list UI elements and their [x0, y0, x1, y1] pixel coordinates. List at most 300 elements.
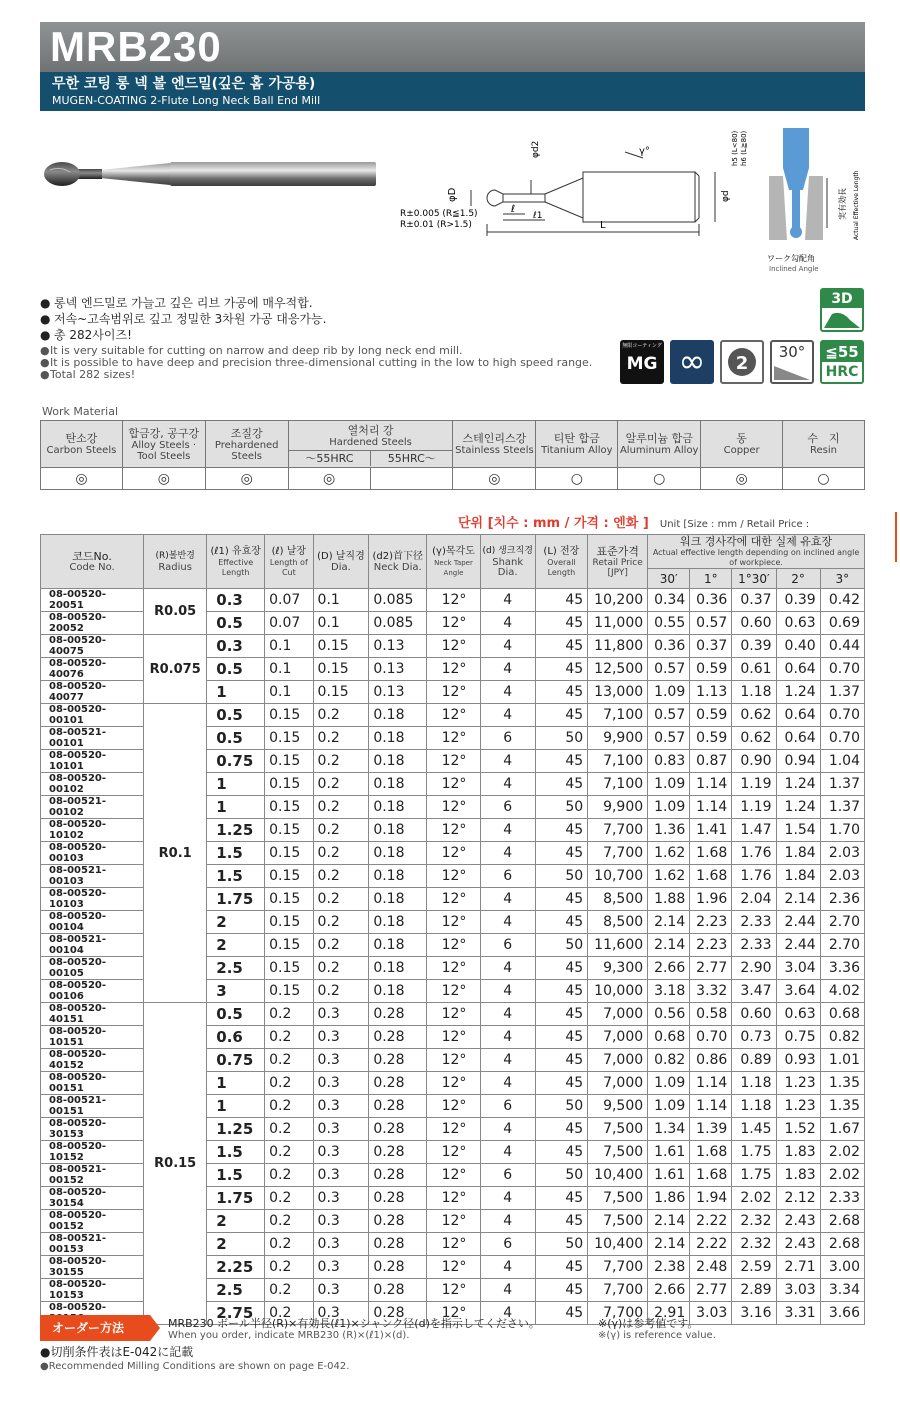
value-cell: 10,400: [588, 1164, 648, 1187]
value-cell: 0.5: [207, 704, 265, 727]
value-cell: 12°: [427, 1210, 481, 1233]
value-cell: 0.2: [313, 796, 369, 819]
dimension-drawing: [395, 128, 765, 248]
value-cell: 0.82: [820, 1026, 864, 1049]
value-cell: 0.83: [648, 750, 690, 773]
inclined-angle-diagram: [765, 128, 865, 278]
value-cell: 45: [535, 1072, 588, 1095]
value-cell: 0.62: [732, 727, 776, 750]
value-cell: 0.75: [776, 1026, 820, 1049]
code-cell: 08-00520-40077: [41, 681, 144, 704]
value-cell: 0.28: [369, 1302, 427, 1325]
label-h5: h5 (L<80): [731, 130, 739, 166]
value-cell: 0.15: [265, 888, 313, 911]
value-cell: 12°: [427, 980, 481, 1003]
conditions-en: ●Recommended Milling Conditions are shown on page E-042.: [40, 1361, 350, 1372]
value-cell: 4: [480, 612, 535, 635]
value-cell: 2.04: [732, 888, 776, 911]
value-cell: 1.41: [690, 819, 732, 842]
value-cell: 7,700: [588, 1279, 648, 1302]
value-cell: 12°: [427, 1049, 481, 1072]
value-cell: 4: [480, 1141, 535, 1164]
value-cell: 0.3: [313, 1072, 369, 1095]
value-cell: 1.61: [648, 1164, 690, 1187]
table-row: [41, 589, 865, 612]
value-cell: 6: [480, 1233, 535, 1256]
value-cell: 2.89: [732, 1279, 776, 1302]
value-cell: 45: [535, 704, 588, 727]
code-cell: 08-00520-40151: [41, 1003, 144, 1026]
value-cell: 1.37: [820, 796, 864, 819]
value-cell: 1.37: [820, 773, 864, 796]
value-cell: 0.13: [369, 635, 427, 658]
label-phid2: φd2: [531, 140, 541, 158]
value-cell: 3.31: [776, 1302, 820, 1325]
value-cell: 0.70: [690, 1026, 732, 1049]
value-cell: 11,800: [588, 635, 648, 658]
value-cell: 4: [480, 1003, 535, 1026]
label-l1: ℓ1: [533, 211, 543, 221]
value-cell: 2.44: [776, 934, 820, 957]
value-cell: 4.02: [820, 980, 864, 1003]
value-cell: 1.62: [648, 842, 690, 865]
code-cell: 08-00521-00101: [41, 727, 144, 750]
value-cell: 1.83: [776, 1141, 820, 1164]
value-cell: 13,000: [588, 681, 648, 704]
value-cell: 1.04: [820, 750, 864, 773]
value-cell: 12°: [427, 888, 481, 911]
value-cell: 2.03: [820, 842, 864, 865]
value-cell: 3.34: [820, 1279, 864, 1302]
value-cell: 0.18: [369, 957, 427, 980]
value-cell: 9,900: [588, 796, 648, 819]
value-cell: 4: [480, 1279, 535, 1302]
value-cell: 1.18: [732, 681, 776, 704]
value-cell: 0.3: [313, 1233, 369, 1256]
value-cell: 2: [207, 911, 265, 934]
tolerance-2: R±0.01 (R>1.5): [400, 220, 472, 230]
value-cell: 12°: [427, 612, 481, 635]
badge-30deg: 30°: [770, 340, 814, 384]
value-cell: 7,100: [588, 773, 648, 796]
value-cell: 0.18: [369, 704, 427, 727]
value-cell: 0.2: [265, 1187, 313, 1210]
value-cell: 0.28: [369, 1003, 427, 1026]
value-cell: 4: [480, 773, 535, 796]
value-cell: 3.32: [690, 980, 732, 1003]
code-cell: 08-00520-10151: [41, 1026, 144, 1049]
value-cell: 0.70: [820, 704, 864, 727]
value-cell: 0.5: [207, 727, 265, 750]
value-cell: 45: [535, 980, 588, 1003]
value-cell: 0.61: [732, 658, 776, 681]
work-material-header: 탄소강 Carbon Steels 합금강, 공구강 Alloy Steels · Tool Steels 조질강 Prehardened Steels 열처리 강 Hardened Steels ～55HRC 55HRC～ 스테인리스강 Stainless Steels 티탄 합금 Titanium Alloy 알루미늄 합금 Aluminum Alloy 동 Copper 수 지 Resin: [41, 421, 865, 468]
label-gamma: γ°: [639, 146, 650, 157]
value-cell: 0.15: [265, 727, 313, 750]
value-cell: 0.2: [265, 1302, 313, 1325]
value-cell: 2.14: [648, 1233, 690, 1256]
value-cell: 12°: [427, 842, 481, 865]
value-cell: 2.23: [690, 934, 732, 957]
value-cell: 0.3: [207, 589, 265, 612]
value-cell: 1.34: [648, 1118, 690, 1141]
value-cell: 0.2: [313, 750, 369, 773]
value-cell: 2.77: [690, 957, 732, 980]
value-cell: 12°: [427, 1072, 481, 1095]
label-l: ℓ: [511, 204, 516, 215]
value-cell: 11,000: [588, 612, 648, 635]
value-cell: 0.2: [265, 1095, 313, 1118]
value-cell: 2.02: [732, 1187, 776, 1210]
value-cell: 7,000: [588, 1026, 648, 1049]
value-cell: 1.68: [690, 1164, 732, 1187]
value-cell: 0.70: [820, 727, 864, 750]
value-cell: 4: [480, 1072, 535, 1095]
value-cell: 2.43: [776, 1233, 820, 1256]
value-cell: 0.18: [369, 865, 427, 888]
feature-list-ko: [40, 295, 600, 343]
value-cell: 1.35: [820, 1095, 864, 1118]
value-cell: 0.3: [313, 1187, 369, 1210]
value-cell: 2: [207, 934, 265, 957]
value-cell: 2.5: [207, 1279, 265, 1302]
value-cell: 6: [480, 934, 535, 957]
value-cell: 0.1: [265, 681, 313, 704]
code-cell: 08-00521-00104: [41, 934, 144, 957]
value-cell: 1: [207, 773, 265, 796]
value-cell: 0.42: [820, 589, 864, 612]
value-cell: 12°: [427, 773, 481, 796]
value-cell: 0.15: [265, 934, 313, 957]
value-cell: 9,900: [588, 727, 648, 750]
value-cell: 1.39: [690, 1118, 732, 1141]
value-cell: 0.58: [690, 1003, 732, 1026]
value-cell: 45: [535, 1302, 588, 1325]
value-cell: 8,500: [588, 888, 648, 911]
value-cell: 50: [535, 796, 588, 819]
value-cell: 0.2: [265, 1118, 313, 1141]
value-cell: 0.2: [265, 1164, 313, 1187]
value-cell: 4: [480, 1256, 535, 1279]
value-cell: 2.38: [648, 1256, 690, 1279]
value-cell: 0.44: [820, 635, 864, 658]
code-cell: 08-00520-40152: [41, 1049, 144, 1072]
value-cell: 4: [480, 980, 535, 1003]
value-cell: 4: [480, 750, 535, 773]
value-cell: 50: [535, 865, 588, 888]
value-cell: 1.75: [732, 1141, 776, 1164]
code-cell: 08-00520-40076: [41, 658, 144, 681]
value-cell: 1.09: [648, 1072, 690, 1095]
value-cell: 2.59: [732, 1256, 776, 1279]
two-flute-icon: [722, 342, 762, 382]
code-cell: 08-00520-20052: [41, 612, 144, 635]
value-cell: 45: [535, 819, 588, 842]
value-cell: 0.5: [207, 1003, 265, 1026]
value-cell: 2.33: [732, 934, 776, 957]
value-cell: 0.64: [776, 658, 820, 681]
value-cell: 12°: [427, 934, 481, 957]
feature-en-item: ● It is possible to have deep and precision three-dimensional cutting in the low to high speed range.: [40, 356, 593, 369]
value-cell: 7,500: [588, 1210, 648, 1233]
code-cell: 08-00521-00151: [41, 1095, 144, 1118]
value-cell: 0.59: [690, 727, 732, 750]
value-cell: 1.84: [776, 865, 820, 888]
value-cell: 1.75: [207, 888, 265, 911]
value-cell: 0.07: [265, 589, 313, 612]
value-cell: 0.90: [732, 750, 776, 773]
value-cell: 0.93: [776, 1049, 820, 1072]
unit-en: Unit [Size : mm / Retail Price :: [659, 519, 810, 530]
order-note-ja: ※(γ)は参考値です。: [598, 1317, 699, 1330]
value-cell: 12°: [427, 1026, 481, 1049]
value-cell: 45: [535, 1141, 588, 1164]
value-cell: 7,000: [588, 1003, 648, 1026]
value-cell: 2.48: [690, 1256, 732, 1279]
value-cell: 1.68: [690, 842, 732, 865]
value-cell: 0.2: [313, 980, 369, 1003]
radius-cell: R0.05: [144, 589, 207, 635]
svg-text:2: 2: [735, 353, 749, 374]
value-cell: 4: [480, 658, 535, 681]
value-cell: 4: [480, 1118, 535, 1141]
value-cell: 12°: [427, 1302, 481, 1325]
value-cell: 12,500: [588, 658, 648, 681]
table-row: [41, 1003, 865, 1026]
title-bar: [40, 22, 865, 72]
value-cell: 12°: [427, 681, 481, 704]
value-cell: 12°: [427, 1187, 481, 1210]
value-cell: 0.28: [369, 1095, 427, 1118]
feature-ko-item: ● 총 282사이즈!: [40, 328, 132, 342]
value-cell: 12°: [427, 911, 481, 934]
value-cell: 0.2: [313, 727, 369, 750]
value-cell: 0.55: [648, 612, 690, 635]
value-cell: 1.09: [648, 773, 690, 796]
value-cell: 7,500: [588, 1187, 648, 1210]
work-material-title: Work Material: [42, 405, 119, 418]
value-cell: 0.3: [313, 1118, 369, 1141]
badge-hrc: ≦55 HRC: [820, 340, 864, 384]
value-cell: 1.37: [820, 681, 864, 704]
value-cell: 2.03: [820, 865, 864, 888]
value-cell: 3.18: [648, 980, 690, 1003]
value-cell: 0.57: [648, 658, 690, 681]
value-cell: 0.1: [313, 589, 369, 612]
value-cell: 45: [535, 681, 588, 704]
side-label-ja: 実有効長: [838, 188, 847, 220]
value-cell: 12°: [427, 1256, 481, 1279]
value-cell: 12°: [427, 727, 481, 750]
badge-mg: 無限コーティング MG: [620, 340, 664, 384]
value-cell: 0.75: [207, 750, 265, 773]
code-cell: 08-00520-: [41, 1302, 144, 1325]
value-cell: 45: [535, 658, 588, 681]
value-cell: 1: [207, 681, 265, 704]
value-cell: 0.15: [265, 865, 313, 888]
order-line-en: When you order, indicate MRB230 (R)×(ℓ1)×(d).: [168, 1330, 410, 1341]
value-cell: 0.59: [690, 704, 732, 727]
tool-photo: [40, 150, 380, 200]
value-cell: 1.84: [776, 842, 820, 865]
value-cell: 0.57: [648, 704, 690, 727]
value-cell: 1.18: [732, 1072, 776, 1095]
value-cell: 2.75: [207, 1302, 265, 1325]
value-cell: 0.18: [369, 819, 427, 842]
value-cell: 1.25: [207, 1118, 265, 1141]
value-cell: 0.60: [732, 1003, 776, 1026]
value-cell: 2.43: [776, 1210, 820, 1233]
value-cell: 1.14: [690, 1072, 732, 1095]
value-cell: 10,200: [588, 589, 648, 612]
value-cell: 0.3: [313, 1302, 369, 1325]
value-cell: 12°: [427, 635, 481, 658]
value-cell: 7,700: [588, 1256, 648, 1279]
value-cell: 1.86: [648, 1187, 690, 1210]
value-cell: 7,000: [588, 1049, 648, 1072]
value-cell: 45: [535, 1003, 588, 1026]
value-cell: 1.24: [776, 681, 820, 704]
radius-cell: R0.075: [144, 635, 207, 704]
value-cell: 0.15: [265, 796, 313, 819]
value-cell: 1.19: [732, 773, 776, 796]
value-cell: 0.6: [207, 1026, 265, 1049]
value-cell: 0.3: [313, 1026, 369, 1049]
value-cell: 2.33: [820, 1187, 864, 1210]
value-cell: 2.68: [820, 1233, 864, 1256]
value-cell: 0.75: [207, 1049, 265, 1072]
value-cell: 12°: [427, 1164, 481, 1187]
value-cell: 0.3: [313, 1141, 369, 1164]
value-cell: 1: [207, 796, 265, 819]
value-cell: 0.3: [313, 1279, 369, 1302]
value-cell: 0.2: [265, 1026, 313, 1049]
feature-badges: [620, 288, 865, 388]
value-cell: 1.14: [690, 1095, 732, 1118]
value-cell: 0.3: [313, 1164, 369, 1187]
value-cell: 1.18: [732, 1095, 776, 1118]
value-cell: 1.67: [820, 1118, 864, 1141]
tolerance-1: R±0.005 (R≦1.5): [400, 209, 478, 219]
value-cell: 3.66: [820, 1302, 864, 1325]
code-cell: 08-00521-00153: [41, 1233, 144, 1256]
value-cell: 1.09: [648, 796, 690, 819]
value-cell: 4: [480, 911, 535, 934]
value-cell: 11,600: [588, 934, 648, 957]
radius-cell: R0.1: [144, 704, 207, 1003]
value-cell: 2.66: [648, 957, 690, 980]
value-cell: 6: [480, 865, 535, 888]
value-cell: 7,700: [588, 842, 648, 865]
value-cell: 0.64: [776, 704, 820, 727]
code-cell: 08-00520-00151: [41, 1072, 144, 1095]
value-cell: 4: [480, 704, 535, 727]
value-cell: 0.28: [369, 1279, 427, 1302]
value-cell: 50: [535, 1233, 588, 1256]
value-cell: 0.15: [265, 750, 313, 773]
value-cell: 2.66: [648, 1279, 690, 1302]
value-cell: 45: [535, 589, 588, 612]
value-cell: 0.63: [776, 1003, 820, 1026]
value-cell: 0.15: [313, 635, 369, 658]
value-cell: 0.15: [313, 658, 369, 681]
value-cell: 0.28: [369, 1233, 427, 1256]
value-cell: 2.91: [648, 1302, 690, 1325]
value-cell: 0.15: [265, 819, 313, 842]
value-cell: 12°: [427, 750, 481, 773]
value-cell: 0.2: [265, 1279, 313, 1302]
code-cell: 08-00520-10102: [41, 819, 144, 842]
label-h6: h6 (L≧80): [740, 130, 748, 166]
value-cell: 2.02: [820, 1164, 864, 1187]
milling-conditions-note: [40, 1343, 349, 1372]
value-cell: 0.39: [776, 589, 820, 612]
value-cell: 0.2: [265, 1072, 313, 1095]
value-cell: 6: [480, 796, 535, 819]
value-cell: 3: [207, 980, 265, 1003]
value-cell: 12°: [427, 1118, 481, 1141]
work-material-values: ◎ ◎ ◎ ◎ ◎ ○ ○ ◎ ○: [41, 468, 865, 490]
unit-ko: 단위 [치수 : mm / 가격 : 엔화 ]: [458, 516, 649, 531]
value-cell: 0.2: [313, 773, 369, 796]
code-cell: 08-00520-10152: [41, 1141, 144, 1164]
value-cell: 0.2: [313, 911, 369, 934]
incl-label-en: Inclined Angle: [769, 265, 819, 273]
value-cell: 0.28: [369, 1026, 427, 1049]
code-cell: 08-00521-00102: [41, 796, 144, 819]
value-cell: 45: [535, 612, 588, 635]
value-cell: 1: [207, 1095, 265, 1118]
value-cell: 12°: [427, 865, 481, 888]
value-cell: 45: [535, 888, 588, 911]
value-cell: 1.23: [776, 1072, 820, 1095]
value-cell: 1.68: [690, 1141, 732, 1164]
value-cell: 1: [207, 1072, 265, 1095]
value-cell: 0.15: [265, 980, 313, 1003]
value-cell: 0.18: [369, 773, 427, 796]
value-cell: 8,500: [588, 911, 648, 934]
value-cell: 2.77: [690, 1279, 732, 1302]
value-cell: 0.87: [690, 750, 732, 773]
value-cell: 7,000: [588, 1072, 648, 1095]
3d-surface-icon: [822, 308, 862, 330]
value-cell: 0.28: [369, 1210, 427, 1233]
value-cell: 2.23: [690, 911, 732, 934]
value-cell: 45: [535, 957, 588, 980]
label-phid: φd: [721, 190, 731, 202]
value-cell: 0.18: [369, 888, 427, 911]
feature-list-en: [40, 345, 600, 381]
value-cell: 1.54: [776, 819, 820, 842]
value-cell: 0.18: [369, 727, 427, 750]
feature-list: [40, 295, 600, 381]
code-cell: 08-00520-10101: [41, 750, 144, 773]
value-cell: 0.70: [820, 658, 864, 681]
code-cell: 08-00520-00105: [41, 957, 144, 980]
code-cell: 08-00520-00104: [41, 911, 144, 934]
value-cell: 50: [535, 934, 588, 957]
value-cell: 4: [480, 1187, 535, 1210]
value-cell: 45: [535, 1187, 588, 1210]
subtitle-ko: 무한 코팅 롱 넥 볼 엔드밀(깊은 홈 가공용): [52, 76, 316, 92]
value-cell: 45: [535, 1049, 588, 1072]
badge-2-flute: [720, 340, 764, 384]
feature-en-item: ● Total 282 sizes!: [40, 368, 136, 381]
value-cell: 0.15: [265, 773, 313, 796]
code-cell: 08-00520-10153: [41, 1279, 144, 1302]
spec-table-header: 코드No. Code No. (R)볼반경 Radius (ℓ1) 유효장 Effective Length (ℓ) 날장 Length of Cut (D) 날직경 Dia. (d2)首下径 Neck Dia. (γ)목각도 Neck Taper Angle (d) 생크직경 Shank Dia. (L) 전장 Overall Length 표준가격 Retail Price [JPY] 워크 경사각에 대한 실제 유효장 Actual effective length depending on inclined angle of workpiece. 30′ 1° 1°30′ 2° 3°: [41, 535, 865, 589]
value-cell: 0.39: [732, 635, 776, 658]
